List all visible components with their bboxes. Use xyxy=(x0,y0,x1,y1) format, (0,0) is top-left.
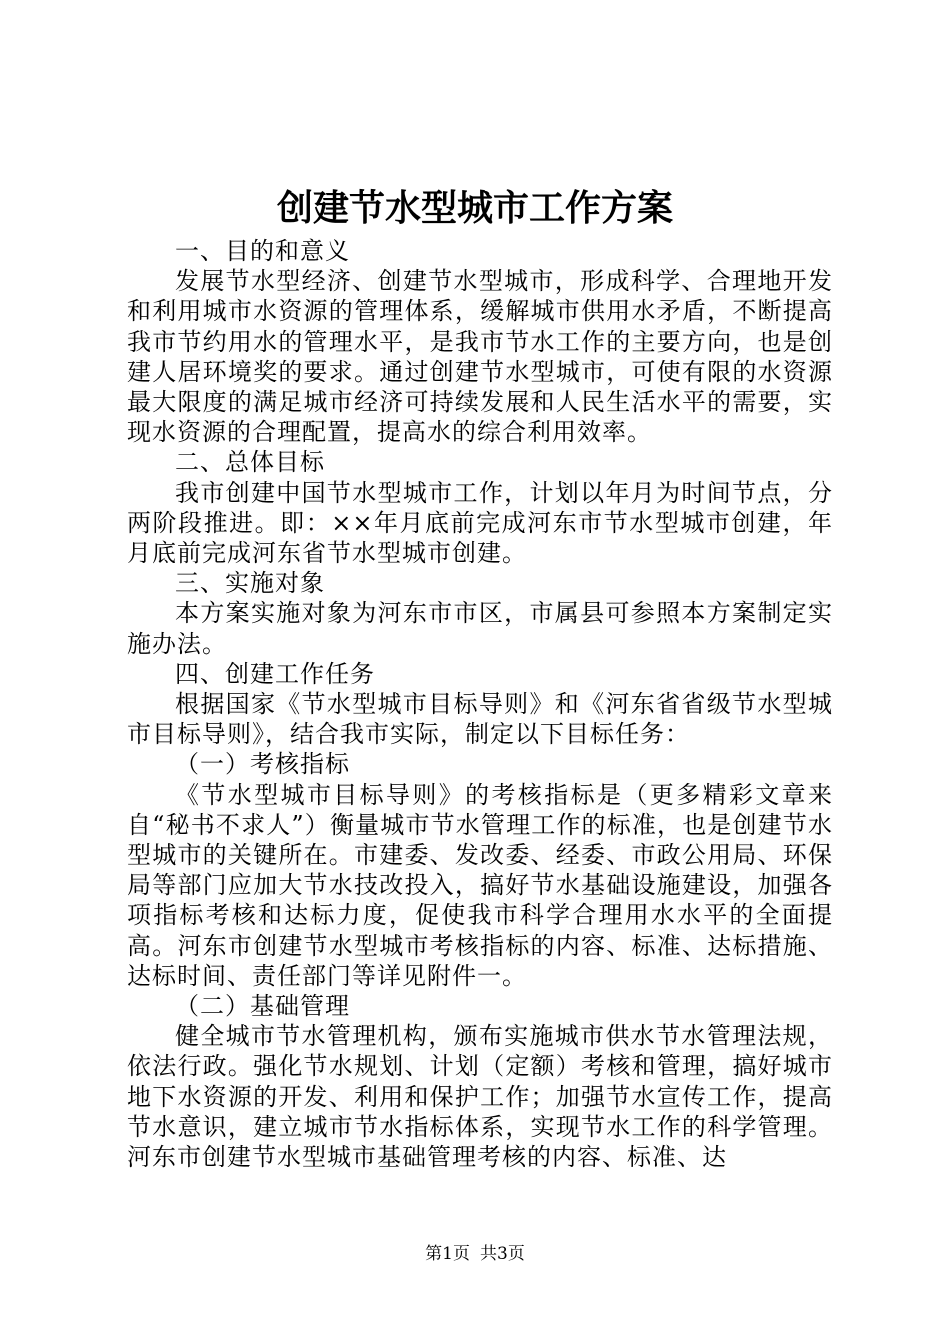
section-heading-1: 一、目的和意义 xyxy=(175,237,350,265)
paragraph-5: 《节水型城市目标导则》的考核指标是（更多精彩文章来自“秘书不求人”）衡量城市节水管理工作的标准，也是创建节水型城市的关键所在。市建委、发改委、经委、市政公用局、环保局等部门应加大节水技改投入，搞好节水基础设施建设，加强各项指标考核和达标力度，促使我市科学合理用水水平的全面提高。河东市创建节水型城市考核指标的内容、标准、达标措施、达标时间、责任部门等详见附件一。 xyxy=(127,780,833,990)
paragraph-2: 我市创建中国节水型城市工作，计划以年月为时间节点，分两阶段推进。即：××年月底前完成河东市节水型城市创建，年月底前完成河东省节水型城市创建。 xyxy=(127,478,833,568)
paragraph-3: 本方案实施对象为河东市市区，市属县可参照本方案制定实施办法。 xyxy=(127,599,833,658)
page-total: 共3页 xyxy=(480,1244,525,1264)
paragraph-6: 健全城市节水管理机构，颁布实施城市供水节水管理法规，依法行政。强化节水规划、计划（定额）考核和管理，搞好城市地下水资源的开发、利用和保护工作；加强节水宣传工作，提高节水意识，建立城市节水指标体系，实现节水工作的科学管理。河东市创建节水型城市基础管理考核的内容、标准、达 xyxy=(127,1022,833,1172)
section-heading-4: 四、创建工作任务 xyxy=(175,659,375,688)
document-body xyxy=(127,236,833,1172)
page-footer xyxy=(0,1243,950,1265)
section-heading-3: 三、实施对象 xyxy=(175,569,325,598)
paragraph-4: 根据国家《节水型城市目标导则》和《河东省省级节水型城市目标导则》，结合我市实际，制定以下目标任务： xyxy=(127,690,833,749)
subsection-heading-1: （一）考核指标 xyxy=(175,750,350,779)
paragraph-1: 发展节水型经济、创建节水型城市，形成科学、合理地开发和利用城市水资源的管理体系，缓解城市供用水矛盾，不断提高我市节约用水的管理水平，是我市节水工作的主要方向，也是创建人居环境奖的要求。通过创建节水型城市，可使有限的水资源最大限度的满足城市经济可持续发展和人民生活水平的需要，实现水资源的合理配置，提高水的综合利用效率。 xyxy=(127,267,833,447)
subsection-heading-2: （二）基础管理 xyxy=(175,992,350,1021)
section-heading-2: 二、总体目标 xyxy=(175,448,325,477)
document-title: 创建节水型城市工作方案 xyxy=(276,187,673,229)
page-number: 第1页 xyxy=(425,1244,470,1264)
